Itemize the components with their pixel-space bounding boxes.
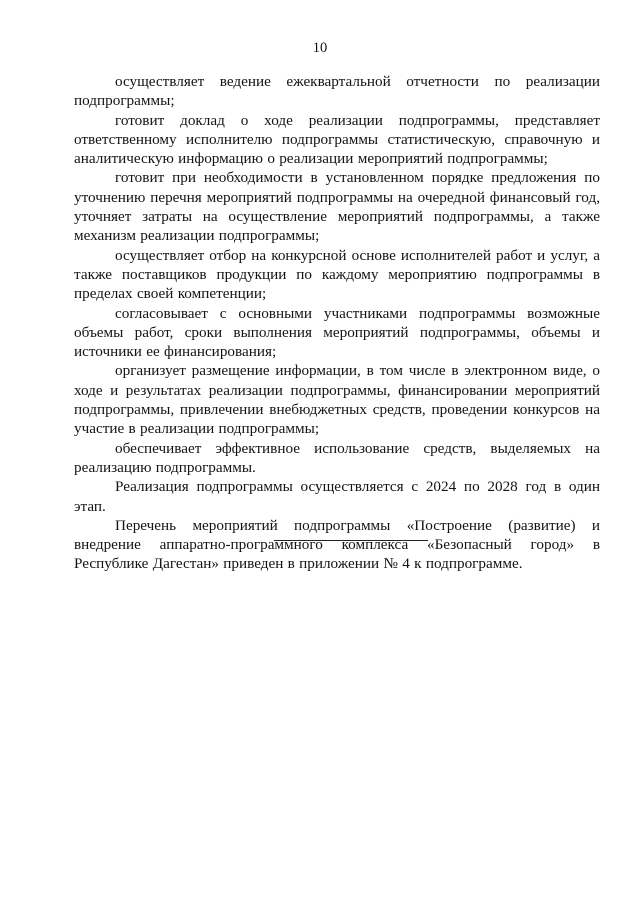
paragraph-proposals: готовит при необходимости в установленном порядке предложения по уточнению перечня мероприятий подпрограммы на очередной финансовый год, уточняет затраты на осуществление мероприятий подпрограммы, а также механизм реализации подпрограммы; <box>74 169 600 245</box>
paragraph-coordination: согласовывает с основными участниками подпрограммы возможные объемы работ, сроки выполнения мероприятий подпрограммы, объемы и источники ее финансирования; <box>74 304 600 361</box>
page-body <box>74 72 600 574</box>
page-number: 10 <box>312 40 328 56</box>
paragraph-implementation-period: Реализация подпрограммы осуществляется с 2024 по 2028 год в один этап. <box>74 478 600 515</box>
paragraph-contractor-selection: осуществляет отбор на конкурсной основе исполнителей работ и услуг, а также поставщиков продукции по каждому мероприятию подпрограммы в пределах своей компетенции; <box>74 246 600 303</box>
paragraph-progress-report: готовит доклад о ходе реализации подпрограммы, представляет ответственному исполнителю подпрограммы статистическую, справочную и аналитическую информацию о реализации мероприятий подпрограммы; <box>74 111 600 168</box>
closing-separator-line <box>274 540 428 541</box>
paragraph-measures-list: Перечень мероприятий подпрограммы «Построение (развитие) и внедрение аппаратно-программного комплекса «Безопасный город» в Республике Дагестан» приведен в приложении № 4 к подпрограмме. <box>74 516 600 573</box>
paragraph-funds-usage: обеспечивает эффективное использование средств, выделяемых на реализацию подпрограммы. <box>74 439 600 476</box>
paragraph-reporting: осуществляет ведение ежеквартальной отчетности по реализации подпрограммы; <box>74 73 600 110</box>
paragraph-information-publishing: организует размещение информации, в том числе в электронном виде, о ходе и результатах реализации подпрограммы, финансировании мероприятий подпрограммы, привлечении внебюджетных средств, проведении конкурсов на участие в реализации подпрограммы; <box>74 362 600 438</box>
